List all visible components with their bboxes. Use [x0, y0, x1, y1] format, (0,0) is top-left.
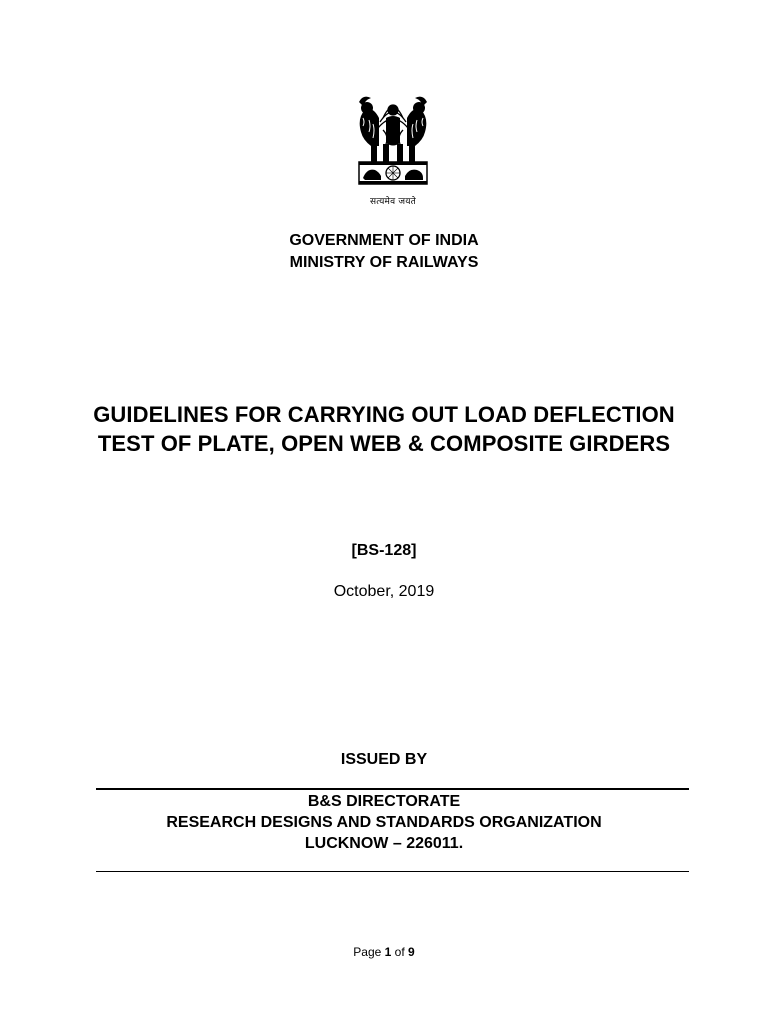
issued-by-label: ISSUED BY	[340, 751, 428, 768]
government-header	[0, 230, 768, 274]
document-title	[0, 400, 768, 458]
total-pages-number: 9	[408, 945, 415, 959]
page-footer	[0, 944, 768, 960]
issuer-directorate: B&S DIRECTORATE	[307, 793, 461, 810]
issuer-location: LUCKNOW – 226011.	[304, 835, 464, 852]
divider-top	[96, 788, 689, 790]
issuer-block	[0, 791, 768, 854]
government-name: GOVERNMENT OF INDIA	[289, 232, 479, 249]
document-date: October, 2019	[333, 583, 435, 600]
emblem-motto: सत्यमेव जयते	[370, 197, 416, 207]
current-page-number: 1	[384, 945, 392, 959]
page-word: Page	[353, 945, 382, 959]
divider-bottom	[96, 871, 689, 872]
document-title-line-1: GUIDELINES FOR CARRYING OUT LOAD DEFLECTION	[93, 402, 675, 427]
issuer-organization: RESEARCH DESIGNS AND STANDARDS ORGANIZATION	[166, 814, 602, 831]
document-title-line-2: TEST OF PLATE, OPEN WEB & COMPOSITE GIRDERS	[97, 431, 671, 456]
of-word: of	[394, 945, 405, 959]
document-code: [BS-128]	[351, 542, 417, 559]
ministry-name: MINISTRY OF RAILWAYS	[289, 254, 479, 271]
